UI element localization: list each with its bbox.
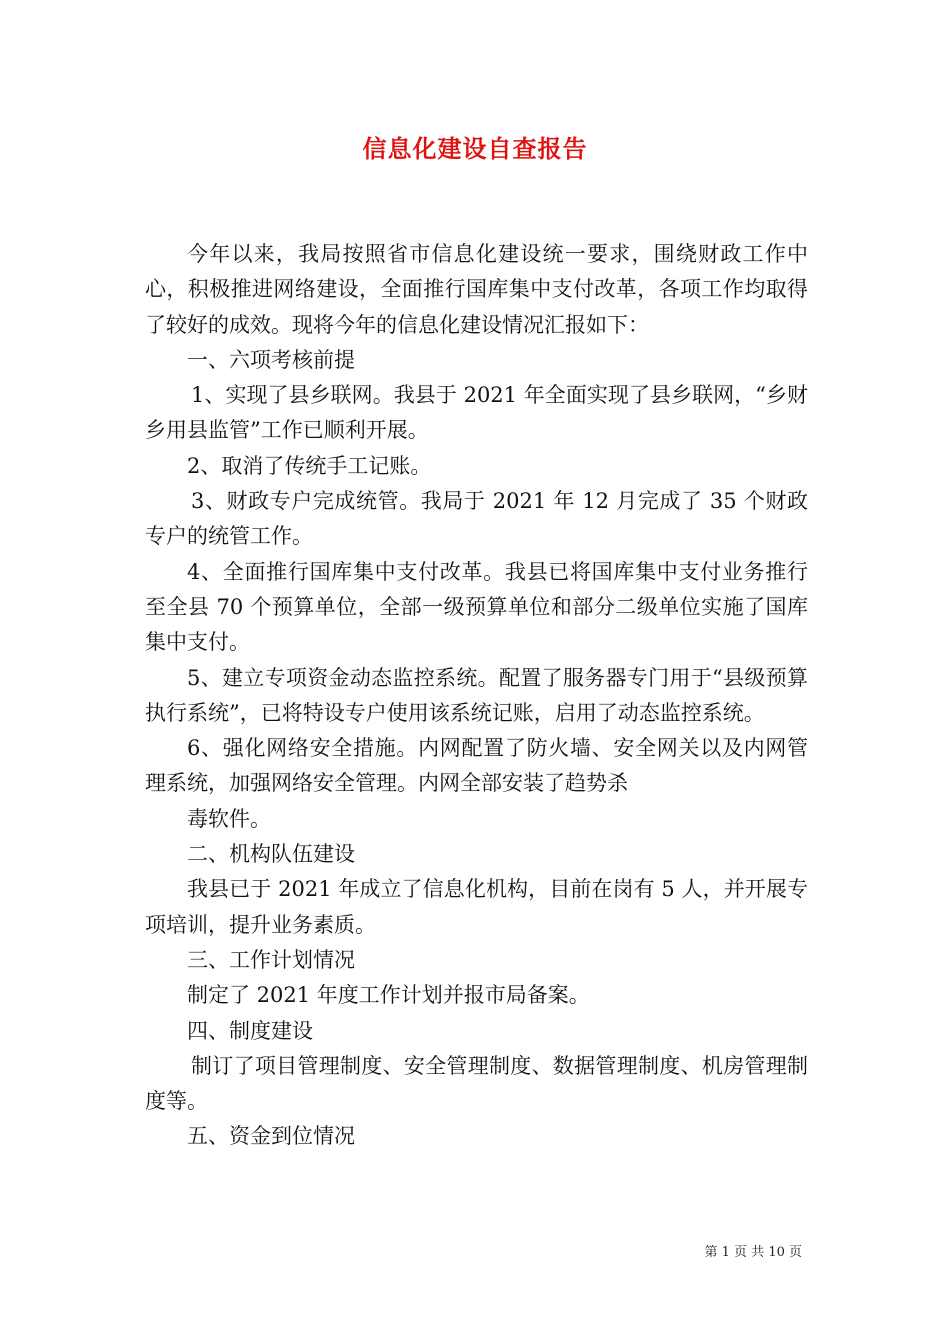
section-heading: 五、资金到位情况 — [187, 1124, 355, 1149]
list-item: 1、实现了县乡联网。我县于 2021 年全面实现了县乡联网，“乡财乡用县监管”工作已顺利开展。 — [145, 383, 808, 443]
section-heading: 四、制度建设 — [187, 1018, 313, 1043]
section-heading: 一、六项考核前提 — [187, 347, 355, 372]
intro-paragraph: 今年以来，我局按照省市信息化建设统一要求，围绕财政工作中心，积极推进网络建设，全面推行国库集中支付改革，各项工作均取得了较好的成效。现将今年的信息化建设情况汇报如下： — [145, 242, 808, 337]
body-paragraph: 制订了项目管理制度、安全管理制度、数据管理制度、机房管理制度等。 — [145, 1053, 808, 1114]
body-paragraph: 我县已于 2021 年成立了信息化机构，目前在岗有 5 人，并开展专项培训，提升业务素质。 — [145, 877, 808, 937]
list-item: 5、建立专项资金动态监控系统。配置了服务器专门用于“县级预算执行系统”，已将特设专户使用该系统记账，启用了动态监控系统。 — [145, 665, 808, 725]
body-paragraph: 制定了 2021 年度工作计划并报市局备案。 — [187, 983, 590, 1008]
section-heading: 二、机构队伍建设 — [187, 842, 355, 867]
page-number: 第 1 页 共 10 页 — [704, 1245, 802, 1260]
document-body — [145, 237, 808, 1155]
continuation-line: 毒软件。 — [187, 806, 271, 831]
list-item: 3、财政专户完成统管。我局于 2021 年 12 月完成了 35 个财政专户的统管工作。 — [145, 489, 808, 549]
list-item: 6、强化网络安全措施。内网配置了防火墙、安全网关以及内网管理系统，加强网络安全管理。内网全部安装了趋势杀 — [145, 736, 808, 796]
list-item: 4、全面推行国库集中支付改革。我县已将国库集中支付业务推行至全县 70 个预算单位，全部一级预算单位和部分二级单位实施了国库集中支付。 — [145, 559, 808, 655]
list-item: 2、取消了传统手工记账。 — [187, 453, 432, 478]
section-heading: 三、工作计划情况 — [187, 947, 355, 972]
document-title: 信息化建设自查报告 — [362, 134, 588, 163]
